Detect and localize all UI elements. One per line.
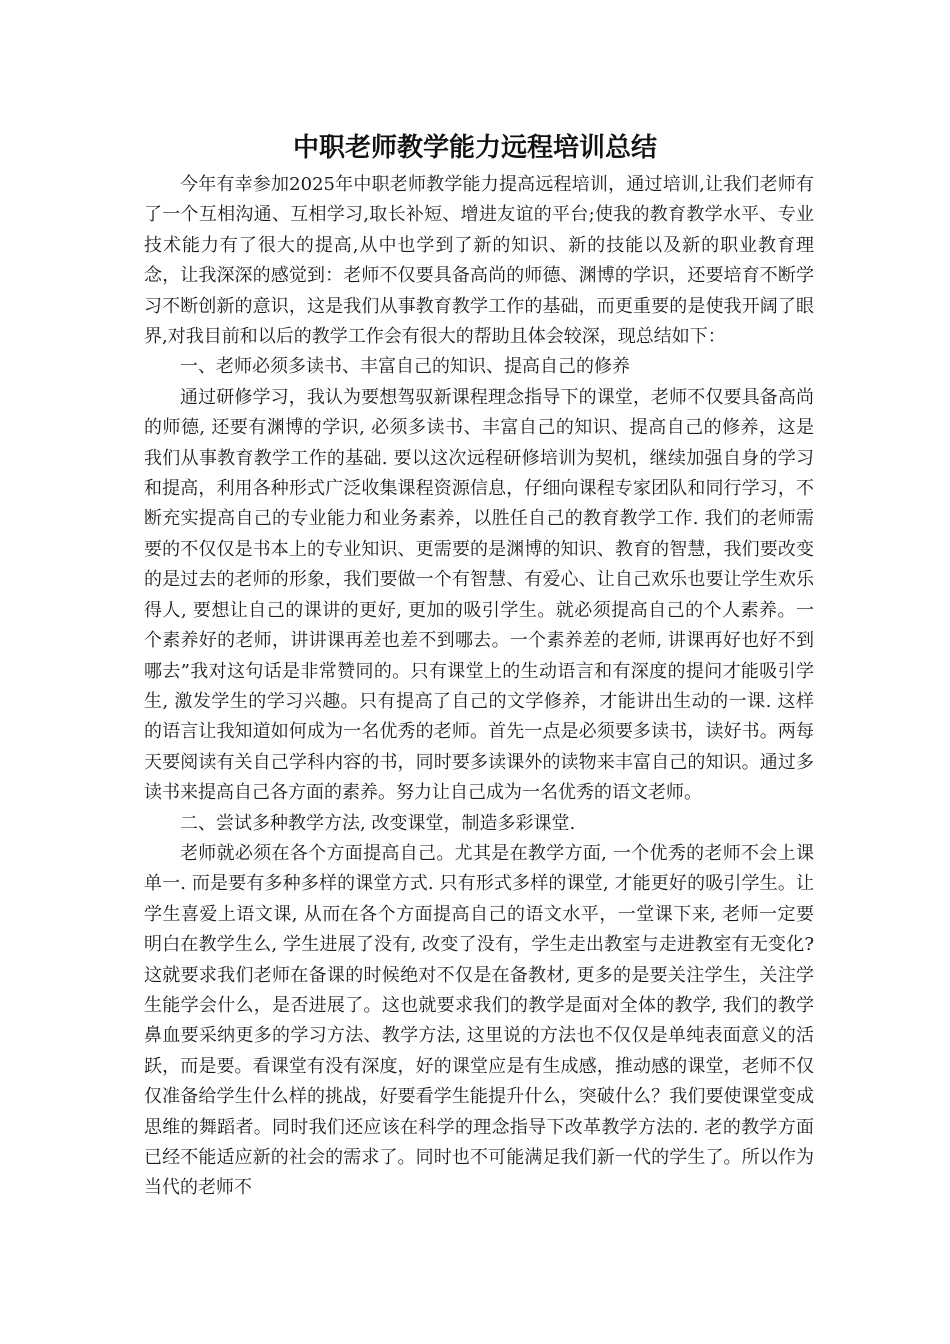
section-heading-1: 一、老师必须多读书、丰富自己的知识、提高自己的修养 <box>180 356 630 378</box>
document-title: 中职老师教学能力远程培训总结 <box>292 133 657 163</box>
section-heading-2: 二、尝试多种教学方法, 改变课堂，制造多彩课堂. <box>180 812 576 834</box>
paragraph-section-2: 老师就必须在各个方面提高自己。尤其是在教学方面, 一个优秀的老师不会上课单一. 而是要有多种多样的课堂方式. 只有形式多样的课堂, 才能更好的吸引学生。让学生喜爱上语文课, 从而在各个方面提高自己的语文水平，一堂课下来, 老师一定要明白在教学生么, 学生进展了没有, 改变了没有，学生走出教室与走进教室有无变化?这就要求我们老师在备课的时候绝对不仅是在备教材, 更多的是要关注学生，关注学生能学会什么，是否进展了。这也就要求我们的教学是面对全体的教学, 我们的教学鼻血要采纳更多的学习方法、教学方法, 这里说的方法也不仅仅是单纯表面意义的活跃，而是要。看课堂有没有深度，好的课堂应是有生成感，推动感的课堂，老师不仅仅准备给学生什么样的挑战，好要看学生能提升什么，突破什么？我们要使课堂变成思维的舞蹈者。同时我们还应该在科学的理念指导下改革教学方法的. 老的教学方面已经不能适应新的社会的需求了。同时也不可能满足我们新一代的学生了。所以作为当代的老师不 <box>144 842 814 1199</box>
paragraph-intro: 今年有幸参加2025年中职老师教学能力提高远程培训，通过培训,让我们老师有了一个互相沟通、互相学习,取长补短、增进友谊的平台;使我的教育教学水平、专业技术能力有了很大的提高,从中也学到了新的知识、新的技能以及新的职业教育理念，让我深深的感觉到：老师不仅要具备高尚的师德、渊博的学识，还要培育不断学习不断创新的意识，这是我们从事教育教学工作的基础，而更重要的是使我开阔了眼界,对我目前和以后的教学工作会有很大的帮助且体会较深，现总结如下： <box>144 174 814 348</box>
document-body <box>144 170 814 1204</box>
paragraph-section-1: 通过研修学习，我认为要想驾驭新课程理念指导下的课堂，老师不仅要具备高尚的师德, 还要有渊博的学识, 必须多读书、丰富自己的知识、提高自己的修养，这是我们从事教育教学工作的基础. 要以这次远程研修培训为契机，继续加强自身的学习和提高，利用各种形式广泛收集课程资源信息，仔细向课程专家团队和同行学习，不断充实提高自己的专业能力和业务素养，以胜任自己的教育教学工作. 我们的老师需要的不仅仅是书本上的专业知识、更需要的是渊博的知识、教育的智慧，我们要改变的是过去的老师的形象，我们要做一个有智慧、有爱心、让自己欢乐也要让学生欢乐得人, 要想让自己的课讲的更好, 更加的吸引学生。就必须提高自己的个人素养。一个素养好的老师，讲讲课再差也差不到哪去。一个素养差的老师, 讲课再好也好不到哪去”我对这句话是非常赞同的。只有课堂上的生动语言和有深度的提问才能吸引学生, 激发学生的学习兴趣。只有提高了自己的文学修养，才能讲出生动的一课. 这样的语言让我知道如何成为一名优秀的老师。首先一点是必须要多读书，读好书。两每天要阅读有关自己学科内容的书，同时要多读课外的读物来丰富自己的知识。通过多读书来提高自己各方面的素养。努力让自己成为一名优秀的语文老师。 <box>144 386 814 804</box>
